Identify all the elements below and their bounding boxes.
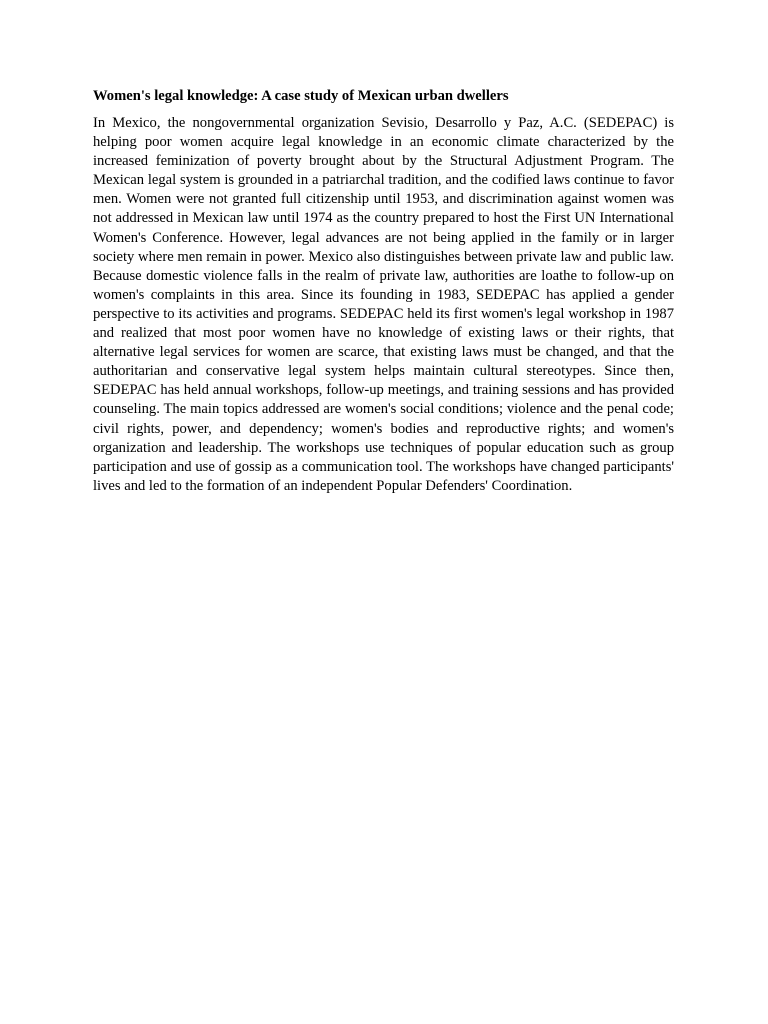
- document-paragraph: In Mexico, the nongovernmental organization Sevisio, Desarrollo y Paz, A.C. (SEDEPAC) is helping poor women acquire legal knowledge in an economic climate characterized by the increased feminization of poverty brought about by the Structural Adjustment Program. The Mexican legal system is grounded in a patriarchal tradition, and the codified laws continue to favor men. Women were not granted full citizenship until 1953, and discrimination against women was not addressed in Mexican law until 1974 as the country prepared to host the First UN International Women's Conference. However, legal advances are not being applied in the family or in larger society where men remain in power. Mexico also distinguishes between private law and public law. Because domestic violence falls in the realm of private law, authorities are loathe to follow-up on women's complaints in this area. Since its founding in 1983, SEDEPAC has applied a gender perspective to its activities and programs. SEDEPAC held its first women's legal workshop in 1987 and realized that most poor women have no knowledge of existing laws or their rights, that alternative legal services for women are scarce, that existing laws must be changed, and that the authoritarian and conservative legal system helps maintain cultural stereotypes. Since then, SEDEPAC has held annual workshops, follow-up meetings, and training sessions and has provided counseling. The main topics addressed are women's social conditions; violence and the penal code; civil rights, power, and dependency; women's bodies and reproductive rights; and women's organization and leadership. The workshops use techniques of popular education such as group participation and use of gossip as a communication tool. The workshops have changed participants' lives and led to the formation of an independent Popular Defenders' Coordination.: [93, 115, 674, 494]
- document-title: Women's legal knowledge: A case study of Mexican urban dwellers: [93, 88, 509, 104]
- document-content: [93, 86, 674, 496]
